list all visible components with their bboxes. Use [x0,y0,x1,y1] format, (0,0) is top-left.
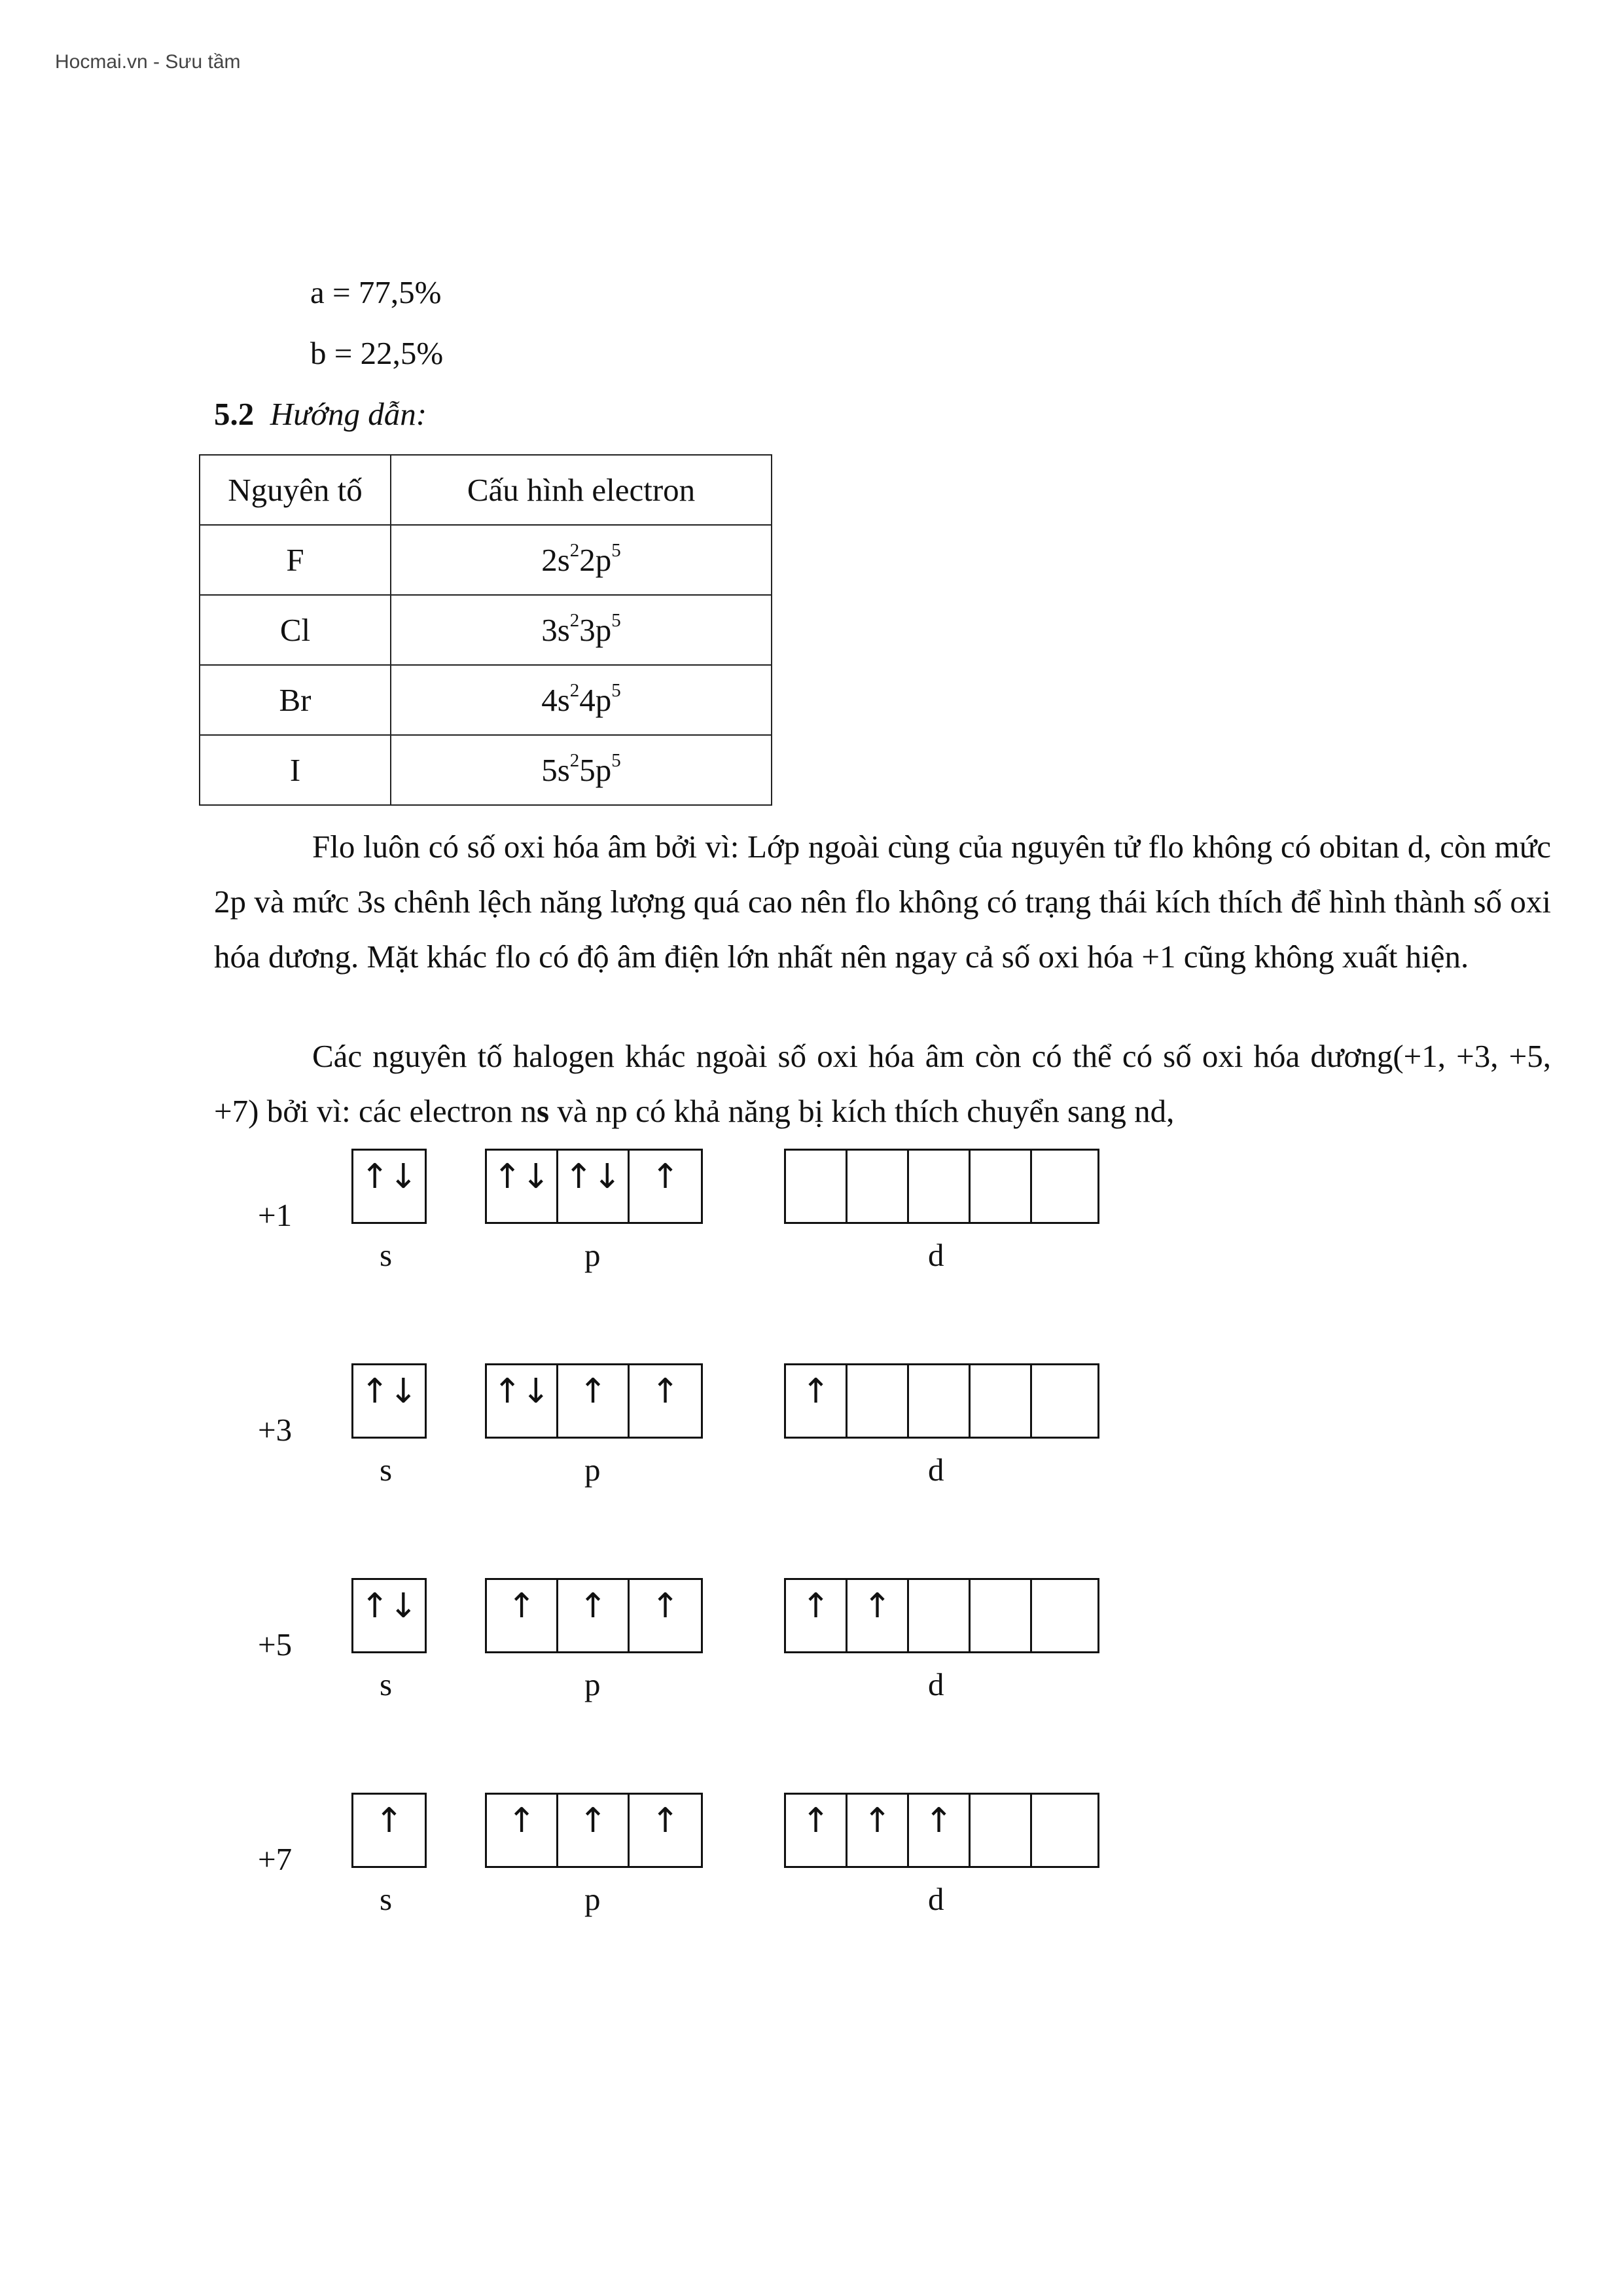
orbital-box [847,1151,909,1222]
orbital-box: ↑↓ [360,1157,418,1196]
p-orbital-boxes [485,1793,703,1868]
table-row [200,525,772,595]
orbital-box [1032,1365,1094,1437]
config-p: 4p [579,682,612,718]
p-label: p [584,1666,601,1702]
config-s: 2s [541,542,570,578]
orbital-box: ↑↓ [487,1151,558,1222]
config-p-sup: 5 [611,750,621,771]
config-s-sup: 2 [569,750,580,771]
orbital-box [971,1365,1032,1437]
orbital-box: ↑ [487,1580,558,1651]
config-p-sup: 5 [611,680,621,701]
orbital-box [971,1580,1032,1651]
table-cell-config [391,595,772,665]
config-s-sup: 2 [569,610,580,631]
p-label: p [584,1452,601,1488]
config-p: 3p [579,612,612,648]
section-heading [214,398,427,430]
orbital-box [909,1365,971,1437]
p-orbital-boxes [485,1149,703,1224]
orbital-box: ↑↓ [360,1372,418,1411]
orbital-box: ↑ [558,1580,630,1651]
table-header-element: Nguyên tố [200,455,391,525]
orbital-box: ↑↓ [487,1365,558,1437]
table-cell-config [391,525,772,595]
config-s: 4s [541,682,570,718]
orbital-box: ↑ [651,1157,680,1196]
config-p-sup: 5 [611,610,621,631]
config-s: 3s [541,612,570,648]
oxidation-state-label: +1 [258,1197,293,1233]
orbital-box [786,1151,847,1222]
result-b: b = 22,5% [310,335,444,371]
result-a: a = 77,5% [310,274,442,310]
paragraph-halogens-part1: Các nguyên tố halogen khác ngoài số oxi hóa âm còn có thể có số oxi hóa dương(+1, +3, +5, +7) bởi vì: các electron n [214,1038,1551,1129]
table-cell-element: F [200,525,391,595]
orbital-box [1032,1151,1094,1222]
d-label: d [928,1881,944,1917]
config-s-sup: 2 [569,540,580,561]
s-label: s [380,1237,393,1273]
section-title: Hướng dẫn: [270,396,427,432]
p-label: p [584,1881,601,1917]
oxidation-state-label: +3 [258,1412,293,1448]
s-label: s [380,1881,393,1917]
d-label: d [928,1666,944,1702]
orbital-box: ↑ [487,1795,558,1866]
s-orbital-boxes [351,1793,427,1868]
d-orbital-boxes [784,1149,1099,1224]
section-number: 5.2 [214,396,255,432]
s-orbital-boxes [351,1363,427,1439]
orbital-box: ↑ [847,1795,909,1866]
config-s: 5s [541,752,570,788]
orbital-box: ↑ [909,1795,971,1866]
orbital-box: ↑ [651,1372,680,1411]
oxidation-state-label: +7 [258,1841,293,1877]
orbital-box: ↑ [651,1801,680,1840]
s-orbital-boxes [351,1578,427,1653]
config-p-sup: 5 [611,540,621,561]
s-label: s [380,1666,393,1702]
orbital-box: ↑↓ [558,1151,630,1222]
d-label: d [928,1237,944,1273]
electron-config-table [199,454,772,806]
orbital-box: ↑ [786,1795,847,1866]
table-header-config: Cấu hình electron [391,455,772,525]
table-cell-config [391,665,772,735]
orbital-box: ↑ [374,1801,404,1840]
orbital-box [909,1151,971,1222]
paragraph-fluorine: Flo luôn có số oxi hóa âm bởi vì: Lớp ngoài cùng của nguyên tử flo không có obitan d, còn mức 2p và mức 3s chênh lệch năng lượng quá cao nên flo không có trạng thái kích thích để hình thành số oxi hóa dương. Mặt khác flo có độ âm điện lớn nhất nên ngay cả số oxi hóa +1 cũng không xuất hiện. [214,829,1551,975]
orbital-box: ↑ [786,1365,847,1437]
orbital-box [1032,1795,1094,1866]
p-label: p [584,1237,601,1273]
d-orbital-boxes [784,1793,1099,1868]
orbital-box [1032,1580,1094,1651]
s-label: s [380,1452,393,1488]
table-cell-config [391,735,772,805]
oxidation-state-label: +5 [258,1626,293,1662]
paragraph-halogens-part2: và np có khả năng bị kích thích chuyển sang nd, [549,1093,1175,1129]
d-label: d [928,1452,944,1488]
table-row [200,735,772,805]
orbital-box: ↑ [558,1795,630,1866]
p-orbital-boxes [485,1578,703,1653]
table-cell-element: I [200,735,391,805]
s-orbital-boxes [351,1149,427,1224]
d-orbital-boxes [784,1578,1099,1653]
paragraph-halogens [214,1029,1551,1139]
orbital-box: ↑ [651,1587,680,1626]
watermark: Hocmai.vn - Sưu tầm [55,51,241,73]
table-row [200,665,772,735]
table-header-row [200,455,772,525]
orbital-box: ↑↓ [360,1587,418,1626]
orbital-box [971,1795,1032,1866]
orbital-box [971,1151,1032,1222]
table-row [200,595,772,665]
p-orbital-boxes [485,1363,703,1439]
table-cell-element: Cl [200,595,391,665]
paragraph-halogens-bold: s [537,1093,550,1129]
orbital-box: ↑ [786,1580,847,1651]
orbital-box: ↑ [847,1580,909,1651]
config-p: 5p [579,752,612,788]
orbital-box [909,1580,971,1651]
orbital-box: ↑ [558,1365,630,1437]
d-orbital-boxes [784,1363,1099,1439]
config-s-sup: 2 [569,680,580,701]
orbital-box [847,1365,909,1437]
table-cell-element: Br [200,665,391,735]
config-p: 2p [579,542,612,578]
